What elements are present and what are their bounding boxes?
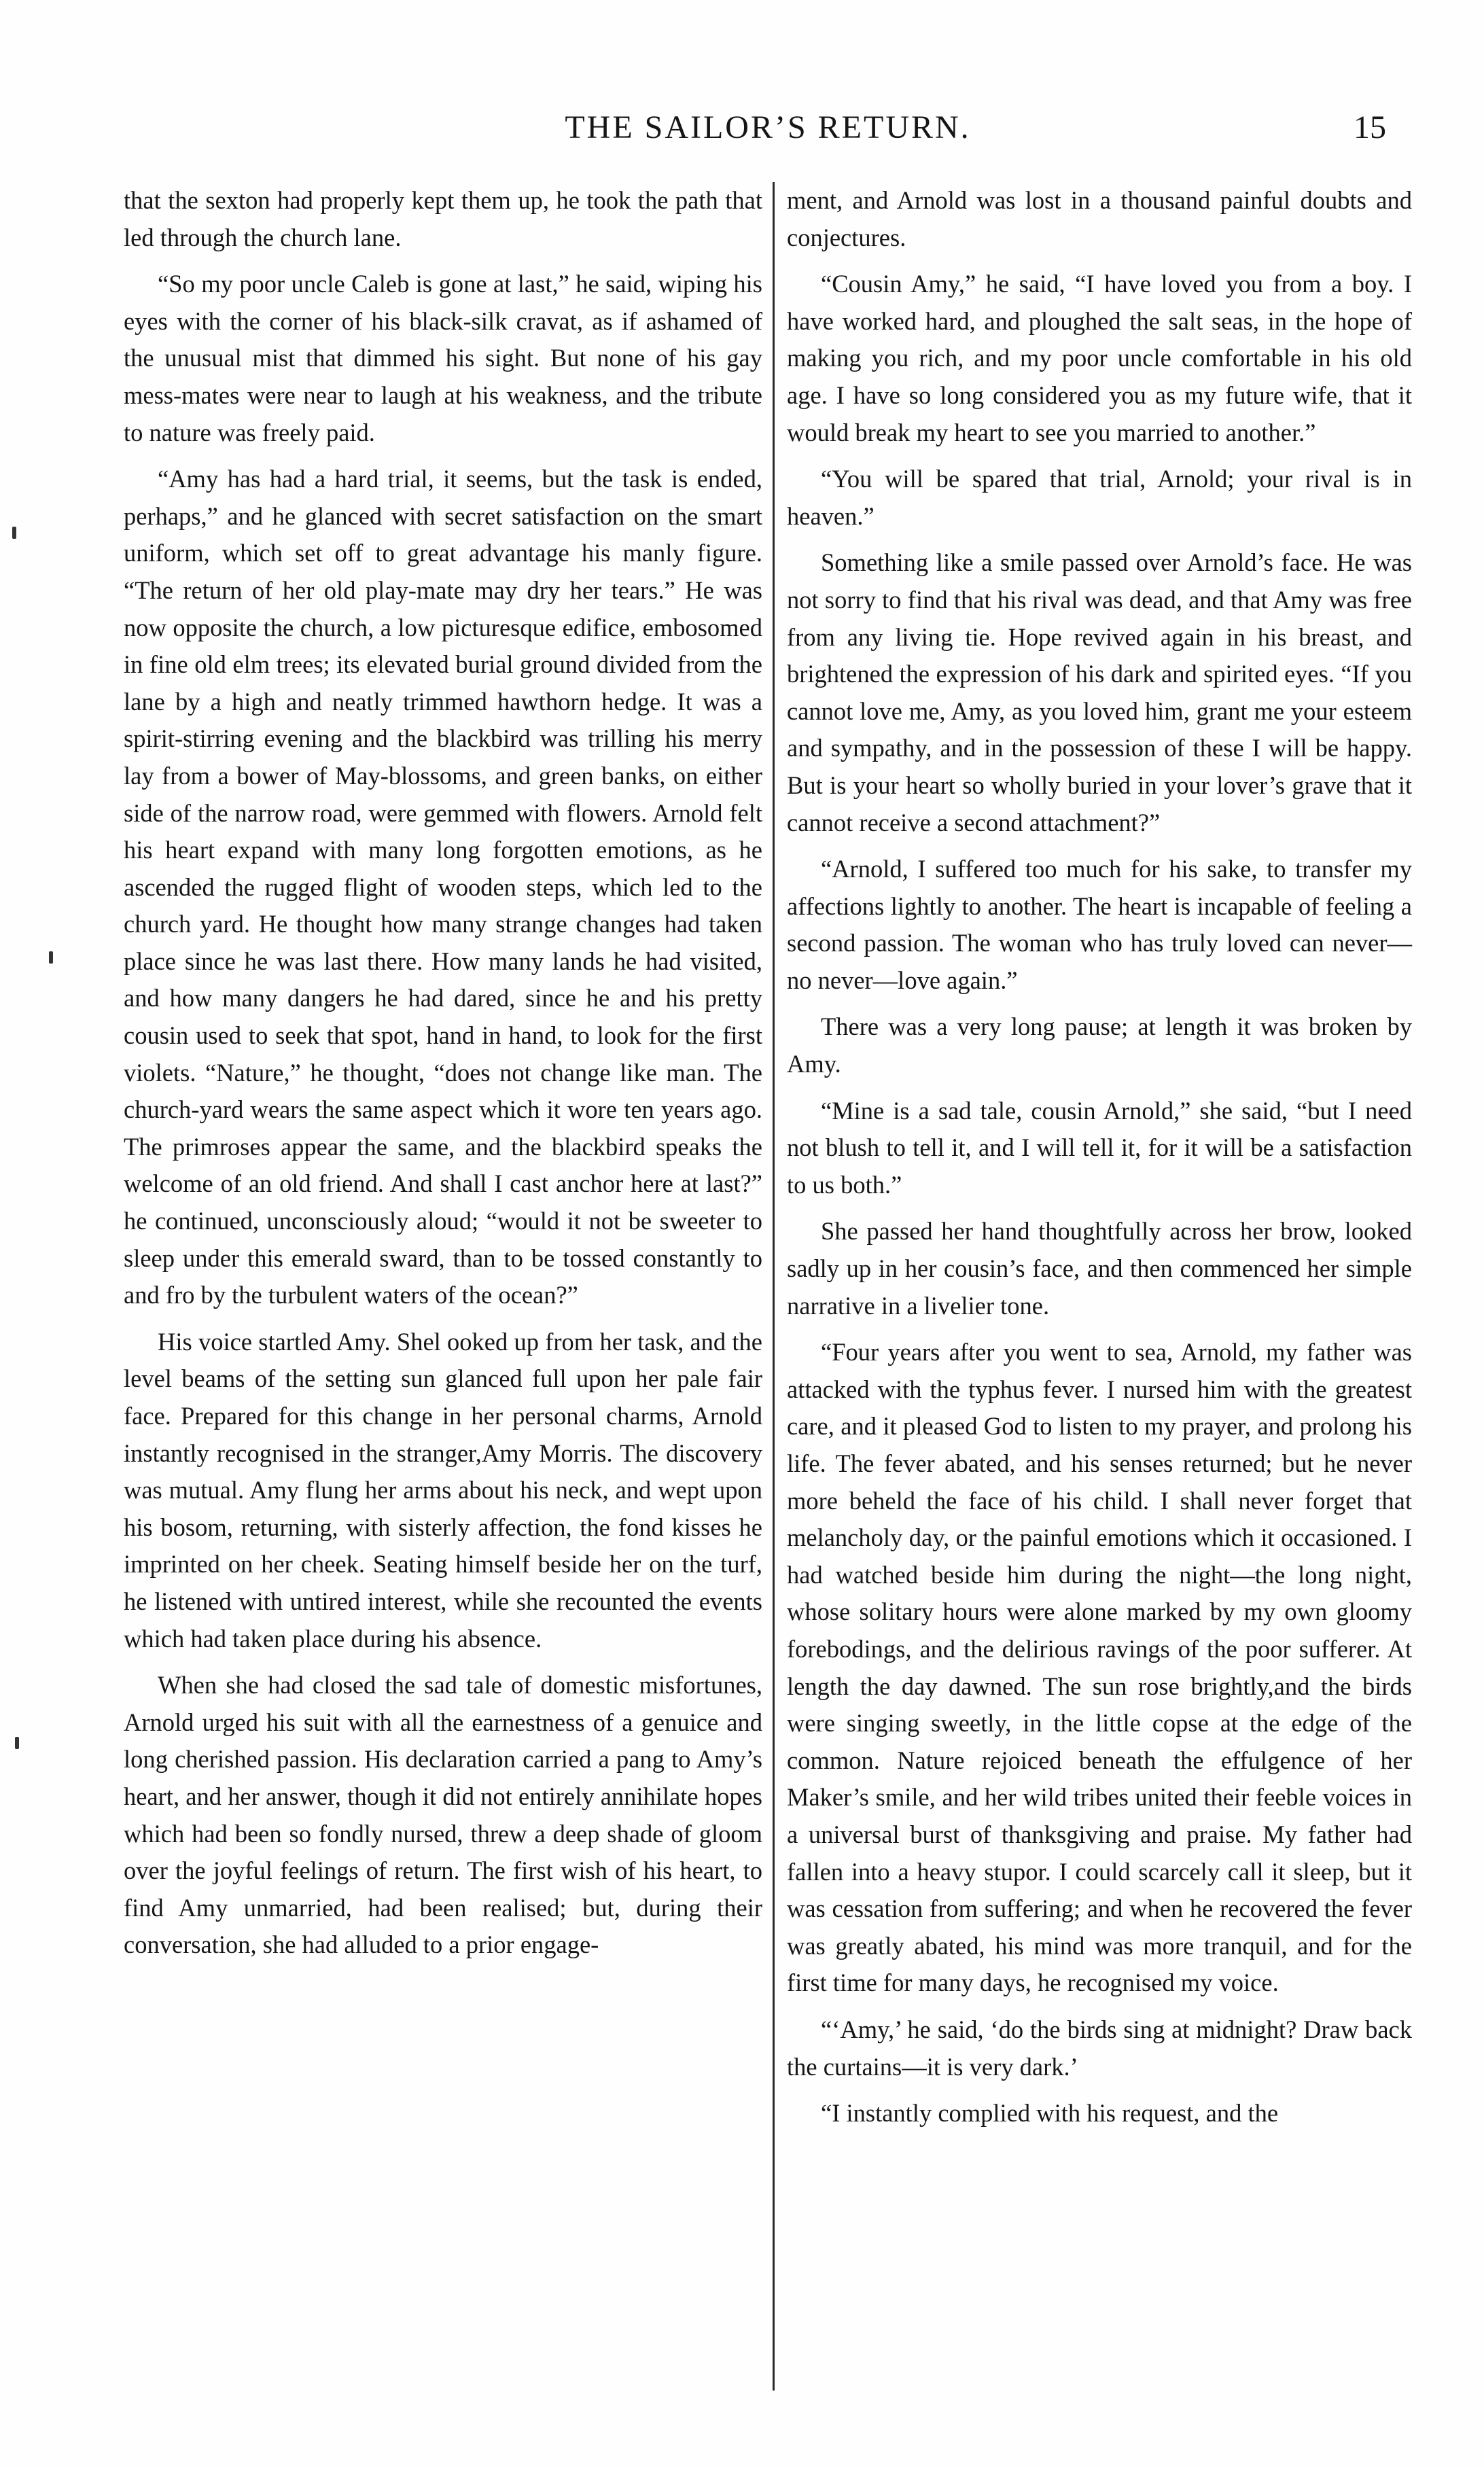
- page-number: 15: [1354, 109, 1386, 145]
- running-head: [122, 109, 1413, 149]
- paragraph: “You will be spared that trial, Arnold; your rival is in heaven.”: [787, 465, 1412, 530]
- paragraph: that the sexton had properly kept them up, he took the path that led through the church lane.: [124, 186, 762, 251]
- column-divider: [773, 182, 775, 2391]
- margin-mark: [15, 1737, 19, 1749]
- paragraph: “Arnold, I suffered too much for his sake, to transfer my affections lightly to another. The heart is incapable of feeling a second passion. The woman who has truly loved can never—no never—love again.”: [787, 855, 1412, 994]
- paragraph: When she had closed the sad tale of domestic misfortunes, Arnold urged his suit with all the earnestness of a genuice and long cherished passion. His declaration carried a pang to Amy’s heart, and her answer, though it did not entirely annihilate hopes which had been so fondly nursed, threw a deep shade of gloom over the joyful feelings of return. The first wish of his heart, to find Amy unmarried, had been realised; but, during their conversation, she had alluded to a prior engage-: [124, 1671, 762, 1959]
- paragraph: “I instantly complied with his request, and the: [821, 2099, 1279, 2128]
- paragraph: “Mine is a sad tale, cousin Arnold,” she said, “but I need not blush to tell it, and I will tell it, for it will be a satisfaction to us both.”: [787, 1096, 1412, 1199]
- paragraph: “So my poor uncle Caleb is gone at last,” he said, wiping his eyes with the corner of his black-silk cravat, as if ashamed of the unusual mist that dimmed his sight. But none of his gay mess-mates were near to laugh at his weakness, and the tribute to nature was freely paid.: [124, 270, 762, 446]
- paragraph: There was a very long pause; at length it was broken by Amy.: [787, 1012, 1412, 1078]
- left-column: [124, 182, 762, 1973]
- paragraph: “Cousin Amy,” he said, “I have loved you from a boy. I have worked hard, and ploughed the salt seas, in the hope of making you rich, and my poor uncle comfortable in his old age. I have so long considered you as my future wife, that it would break my heart to see you married to another.”: [787, 270, 1412, 446]
- paragraph: She passed her hand thoughtfully across her brow, looked sadly up in her cousin’s face, and then commenced her simple narrative in a livelier tone.: [787, 1217, 1412, 1320]
- margin-mark: [49, 951, 53, 964]
- right-column: [787, 182, 1412, 2142]
- paragraph: “Amy has had a hard trial, it seems, but the task is ended, perhaps,” and he glanced with secret satisfaction on the smart uniform, which set off to great advantage his manly figure. “The return of her old play-mate may dry her tears.” He was now opposite the church, a low picturesque edifice, embosomed in fine old elm trees; its elevated burial ground divided from the lane by a high and neatly trimmed hawthorn hedge. It was a spirit-stirring evening and the blackbird was trilling his merry lay from a bower of May-blossoms, and green banks, on either side of the narrow road, were gemmed with flowers. Arnold felt his heart expand with many long forgotten emotions, as he ascended the rugged flight of wooden steps, which led to the church yard. He thought how many strange changes had taken place since he was last there. How many lands he had visited, and how many dangers he had dared, since he and his pretty cousin used to seek that spot, hand in hand, to look for the first violets. “Nature,” he thought, “does not change like man. The church-yard wears the same aspect which it wore ten years ago. The primroses appear the same, and the blackbird speaks the welcome of an old friend. And shall I cast anchor here at last?” he continued, unconsciously aloud; “would it not be sweeter to sleep under this emerald sward, than to be tossed constantly to and fro by the turbulent waters of the ocean?”: [124, 465, 762, 1309]
- paragraph: Something like a smile passed over Arnold’s face. He was not sorry to find that his rival was dead, and that Amy was free from any living tie. Hope revived again in his breast, and brightened the expression of his dark and spirited eyes. “If you cannot love me, Amy, as you loved him, grant me your esteem and sympathy, and in the possession of these I will be happy. But is your heart so wholly buried in your lover’s grave that it cannot receive a second attachment?”: [787, 548, 1412, 836]
- paragraph: ment, and Arnold was lost in a thousand painful doubts and conjectures.: [787, 186, 1412, 251]
- margin-mark: [12, 527, 16, 539]
- paragraph: “Four years after you went to sea, Arnold, my father was attacked with the typhus fever. I nursed him with the greatest care, and it pleased God to listen to my prayer, and prolong his life. The fever abated, and his senses returned; but he never more beheld the face of his child. I shall never forget that melancholy day, or the painful emotions which it occasioned. I had watched beside him during the night—the long night, whose solitary hours were alone marked by my own gloomy forebodings, and the delirious ravings of the poor sufferer. At length the day dawned. The sun rose brightly,and the birds were singing sweetly, in the little copse at the edge of the common. Nature rejoiced beneath the effulgence of her Maker’s smile, and her wild tribes united their feeble voices in a universal burst of thanksgiving and praise. My father had fallen into a heavy stupor. I could scarcely call it sleep, but it was cessation from suffering; and when he recovered the fever was greatly abated, his mind was more tranquil, and for the first time for many days, he recognised my voice.: [787, 1338, 1412, 1997]
- paragraph: His voice startled Amy. Shel ooked up from her task, and the level beams of the setting sun glanced full upon her pale fair face. Prepared for this change in her personal charms, Arnold instantly recognised in the stranger,Amy Morris. The discovery was mutual. Amy flung her arms about his neck, and wept upon his bosom, returning, with sisterly affection, the fond kisses he imprinted on her cheek. Seating himself beside her on the turf, he listened with untired interest, while she recounted the events which had taken place during his absence.: [124, 1327, 762, 1653]
- paragraph: “‘Amy,’ he said, ‘do the birds sing at midnight? Draw back the curtains—it is very dark.’: [787, 2015, 1412, 2081]
- page-title: THE SAILOR’S RETURN.: [565, 109, 971, 145]
